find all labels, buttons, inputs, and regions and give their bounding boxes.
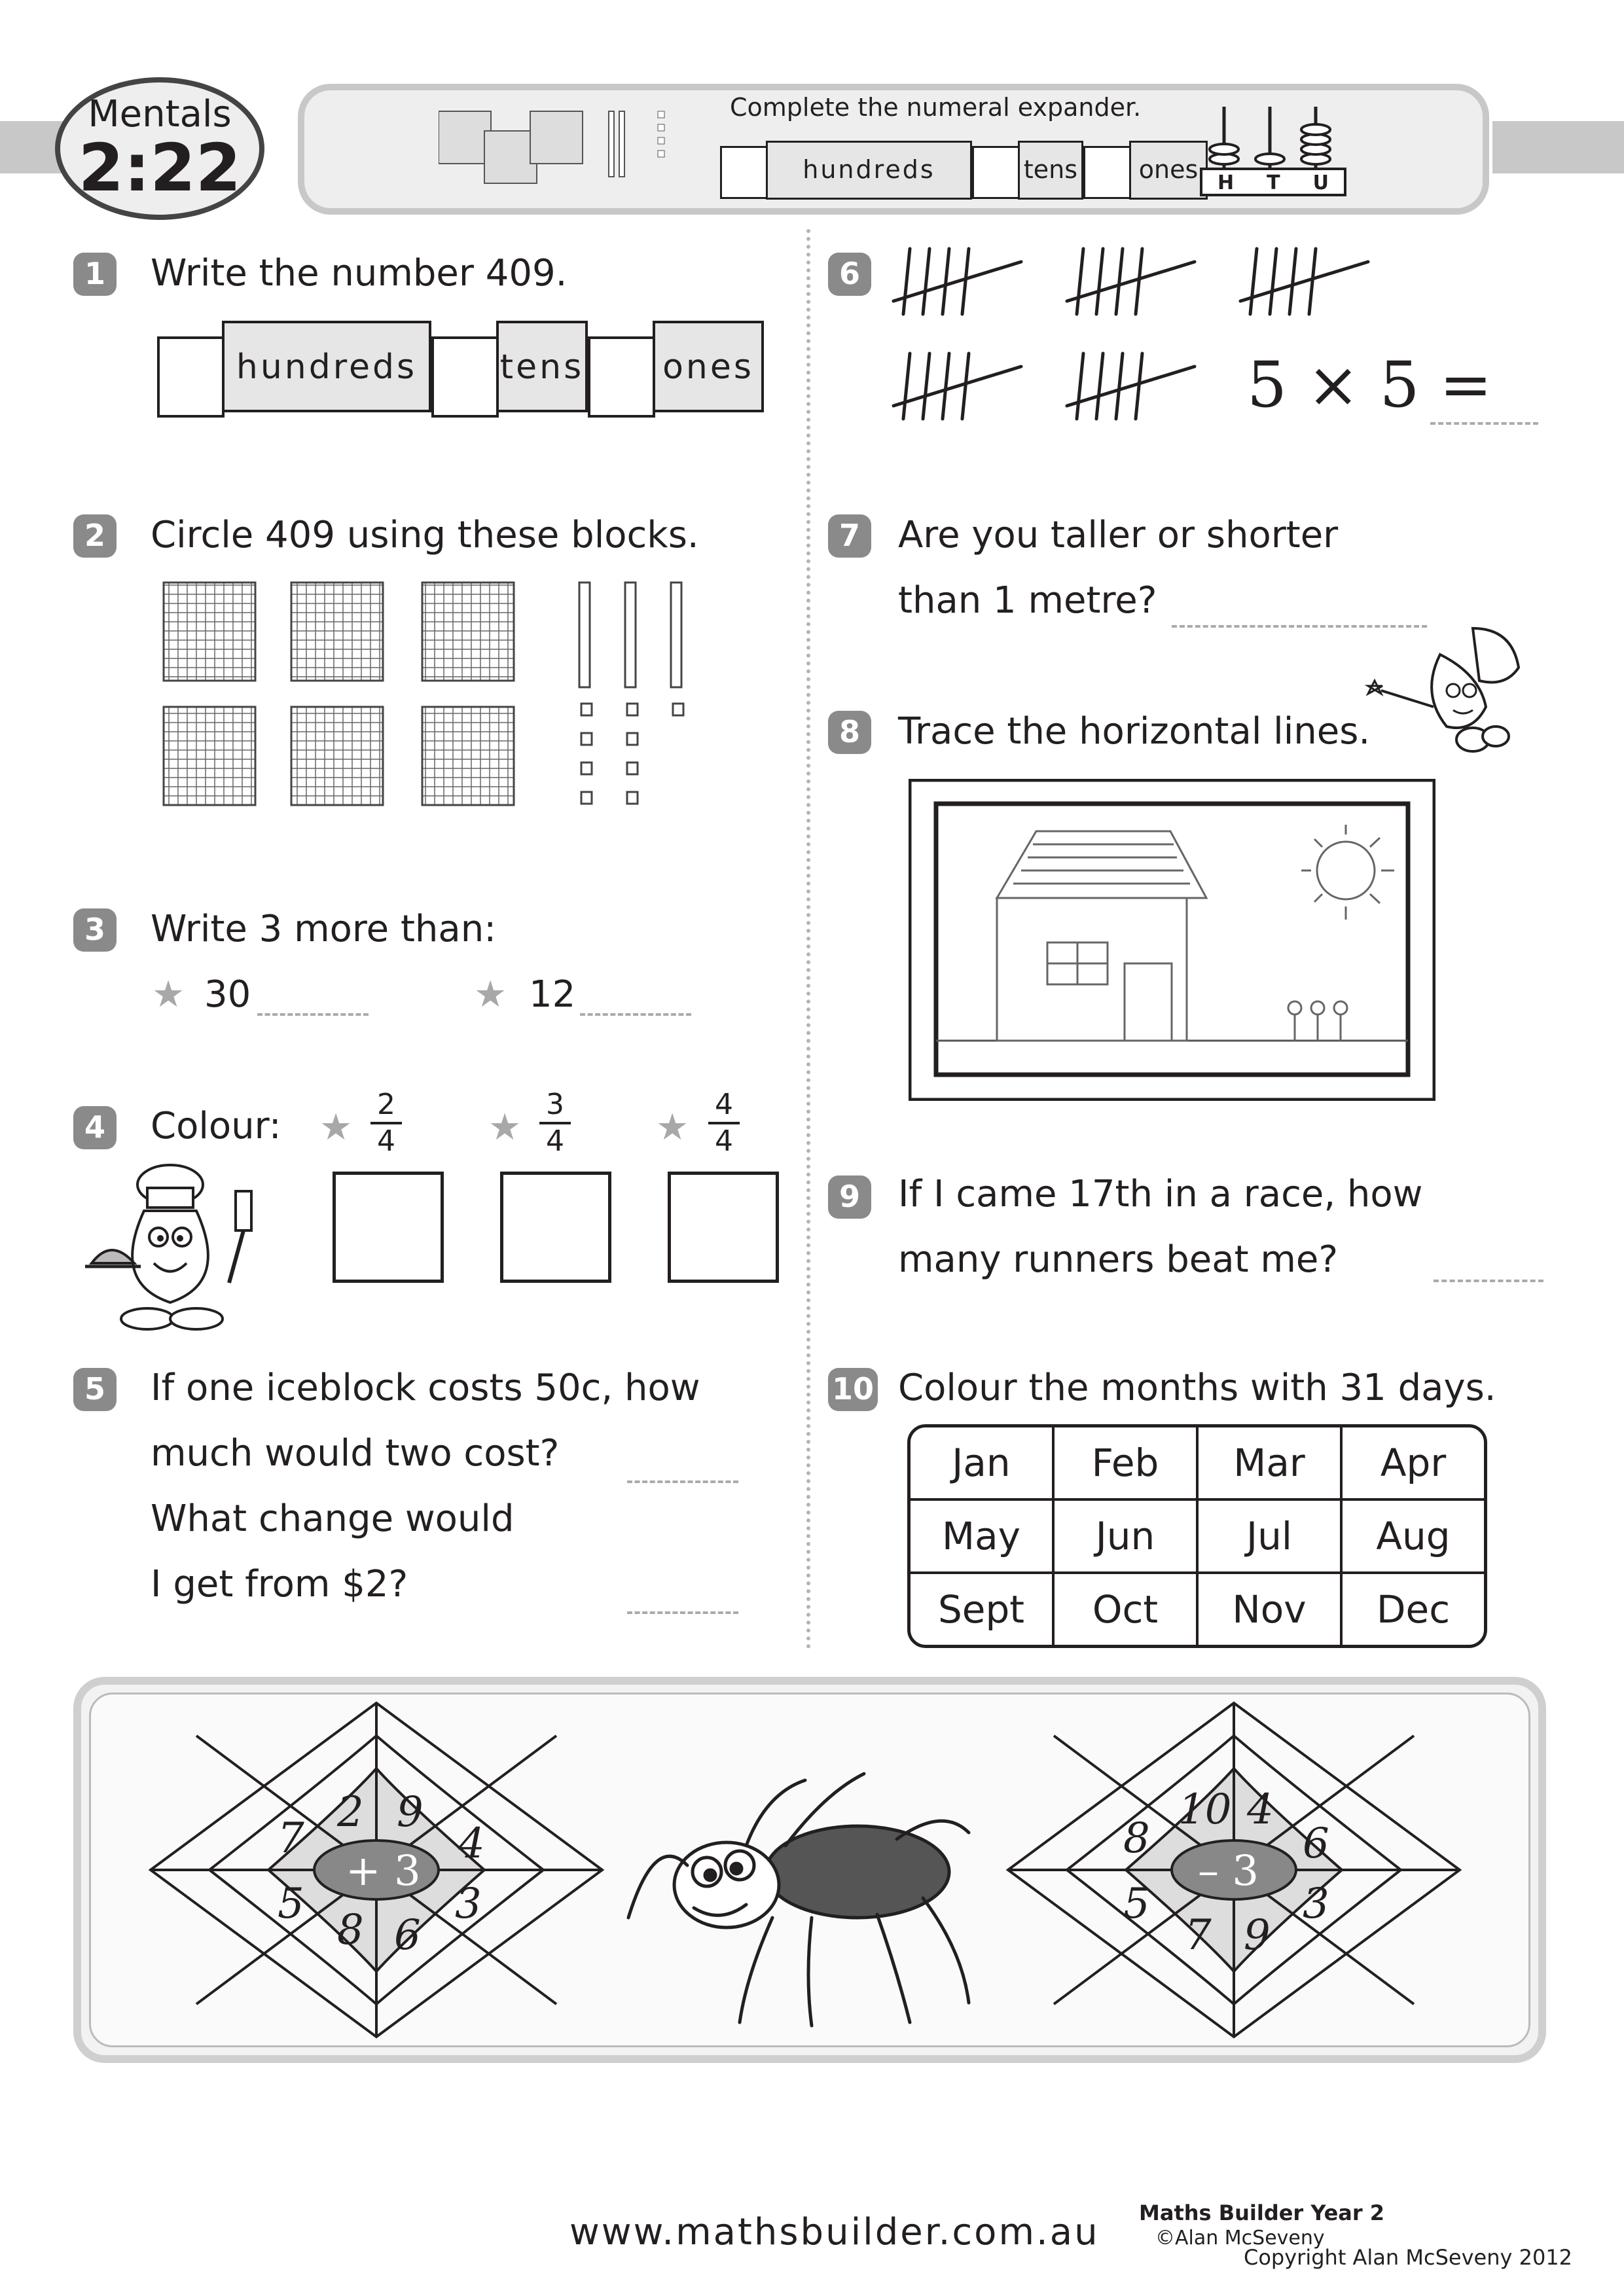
web-number: 5 <box>278 1880 304 1928</box>
q6-equation: 5 × 5 = <box>1247 348 1492 422</box>
month-cell[interactable]: Jun <box>1055 1501 1199 1574</box>
month-cell[interactable]: Feb <box>1055 1427 1199 1501</box>
star-icon: ★ <box>319 1106 353 1149</box>
month-cell[interactable]: Mar <box>1199 1427 1343 1501</box>
question-number-2: 2 <box>73 514 117 558</box>
colour-square-1[interactable] <box>333 1172 444 1283</box>
fraction-3-4: 3 4 <box>534 1088 576 1158</box>
question-3-text: Write 3 more than: <box>151 908 497 950</box>
header-numeral-expander <box>720 141 1199 198</box>
left-web-operator: + 3 <box>346 1847 421 1895</box>
spider-image <box>615 1767 982 2029</box>
q2-base-ten-blocks[interactable] <box>151 576 707 818</box>
month-cell[interactable]: Apr <box>1343 1427 1484 1501</box>
tens-rods <box>579 583 681 687</box>
q9-answer[interactable] <box>1434 1280 1543 1282</box>
header-ones-label: ones <box>1129 141 1208 200</box>
column-divider <box>806 229 810 1649</box>
footer-url[interactable]: www.mathsbuilder.com.au <box>569 2211 1100 2253</box>
q1-ones-label: ones <box>653 321 764 412</box>
question-9-line2: many runners beat me? <box>898 1238 1339 1281</box>
web-number: 7 <box>1185 1911 1212 1960</box>
web-number: 4 <box>1247 1785 1274 1834</box>
question-5-line3: What change would <box>151 1498 514 1540</box>
header-bar-right <box>1492 121 1624 173</box>
abacus-label-t: T <box>1267 171 1280 194</box>
badge-label: Mentals <box>88 93 232 135</box>
question-7-line1: Are you taller or shorter <box>898 514 1339 556</box>
month-cell[interactable]: Sept <box>911 1574 1055 1645</box>
question-number-5: 5 <box>73 1368 117 1411</box>
q3-answer-b[interactable] <box>580 1013 691 1016</box>
header-instruction: Complete the numeral expander. <box>730 93 1142 122</box>
month-cell[interactable]: Dec <box>1376 1587 1451 1632</box>
web-number: 10 <box>1178 1785 1232 1834</box>
star-icon: ★ <box>152 973 185 1016</box>
question-number-6: 6 <box>828 253 871 296</box>
trace-picture-frame[interactable] <box>909 779 1435 1101</box>
web-number: 9 <box>1244 1911 1271 1960</box>
question-number-7: 7 <box>828 514 871 558</box>
web-number: 8 <box>337 1906 364 1954</box>
question-5-line2: much would two cost? <box>151 1432 560 1475</box>
web-number: 2 <box>337 1788 364 1837</box>
question-5-line4: I get from $2? <box>151 1563 408 1605</box>
fraction-2-4: 2 4 <box>365 1088 407 1158</box>
fraction-4-4: 4 4 <box>703 1088 745 1158</box>
q3-answer-a[interactable] <box>257 1013 369 1016</box>
month-cell[interactable]: Jan <box>911 1427 1055 1501</box>
question-9-line1: If I came 17th in a race, how <box>898 1173 1423 1215</box>
abacus-labels <box>1201 171 1345 194</box>
web-number: 8 <box>1123 1814 1150 1863</box>
colour-square-2[interactable] <box>500 1172 611 1283</box>
month-cell[interactable]: Aug <box>1343 1501 1484 1574</box>
abacus-label-u: U <box>1312 171 1329 194</box>
mentals-badge <box>55 77 264 220</box>
month-cell[interactable]: Jul <box>1199 1501 1343 1574</box>
month-cell[interactable]: Nov <box>1199 1574 1343 1645</box>
month-cell[interactable]: May <box>911 1501 1055 1574</box>
q3-value-b: 12 <box>529 973 576 1016</box>
footer-book-title: Maths Builder Year 2 <box>1139 2200 1385 2225</box>
q1-hundreds-label: hundreds <box>222 321 431 412</box>
web-number: 3 <box>1303 1880 1329 1928</box>
q6-answer[interactable] <box>1430 422 1538 425</box>
hundreds-flats <box>164 583 514 805</box>
abacus-label-h: H <box>1218 171 1235 194</box>
web-number: 3 <box>455 1880 482 1928</box>
question-5-line1: If one iceblock costs 50c, how <box>151 1367 700 1409</box>
q1-numeral-expander <box>157 321 766 425</box>
web-number: 7 <box>278 1814 304 1863</box>
question-number-9: 9 <box>828 1175 871 1219</box>
colour-square-3[interactable] <box>668 1172 779 1283</box>
question-4-text: Colour: <box>151 1105 281 1147</box>
web-number: 6 <box>1303 1820 1329 1868</box>
web-number: 4 <box>458 1820 485 1868</box>
star-icon: ★ <box>474 973 507 1016</box>
month-cell[interactable]: Oct <box>1055 1574 1199 1645</box>
star-icon: ★ <box>656 1106 689 1149</box>
right-web-operator: – 3 <box>1198 1847 1259 1895</box>
months-table <box>907 1424 1487 1648</box>
q1-tens-label: tens <box>496 321 588 412</box>
footer-copyright: Copyright Alan McSeveny 2012 <box>1244 2245 1573 2270</box>
question-7-line2: than 1 metre? <box>898 579 1157 622</box>
badge-number: 2:22 <box>78 130 242 206</box>
q1-ones-box[interactable] <box>588 336 655 418</box>
header-tens-label: tens <box>1018 141 1083 200</box>
question-number-4: 4 <box>73 1106 117 1149</box>
question-number-8: 8 <box>828 711 871 754</box>
q5-answer-change[interactable] <box>627 1611 738 1614</box>
chef-mascot-image <box>72 1158 281 1348</box>
question-number-3: 3 <box>73 908 117 952</box>
star-icon: ★ <box>488 1106 522 1149</box>
question-2-text: Circle 409 using these blocks. <box>151 514 699 556</box>
q3-value-a: 30 <box>204 973 251 1016</box>
q1-tens-box[interactable] <box>431 336 499 418</box>
web-number: 9 <box>397 1788 424 1837</box>
header-base-ten-blocks <box>439 105 681 203</box>
question-8-text: Trace the horizontal lines. <box>898 710 1371 753</box>
question-number-1: 1 <box>73 253 117 296</box>
q1-hundreds-box[interactable] <box>157 336 225 418</box>
question-1-text: Write the number 409. <box>151 252 568 295</box>
web-number: 6 <box>394 1911 421 1960</box>
web-number: 5 <box>1123 1880 1150 1928</box>
question-number-10: 10 <box>828 1368 878 1411</box>
question-10-text: Colour the months with 31 days. <box>898 1367 1496 1409</box>
q5-answer-cost[interactable] <box>627 1480 738 1483</box>
ones-cubes <box>581 704 683 804</box>
header-hundreds-label: hundreds <box>766 141 972 200</box>
footer-author: ©Alan McSeveny <box>1155 2227 1325 2250</box>
